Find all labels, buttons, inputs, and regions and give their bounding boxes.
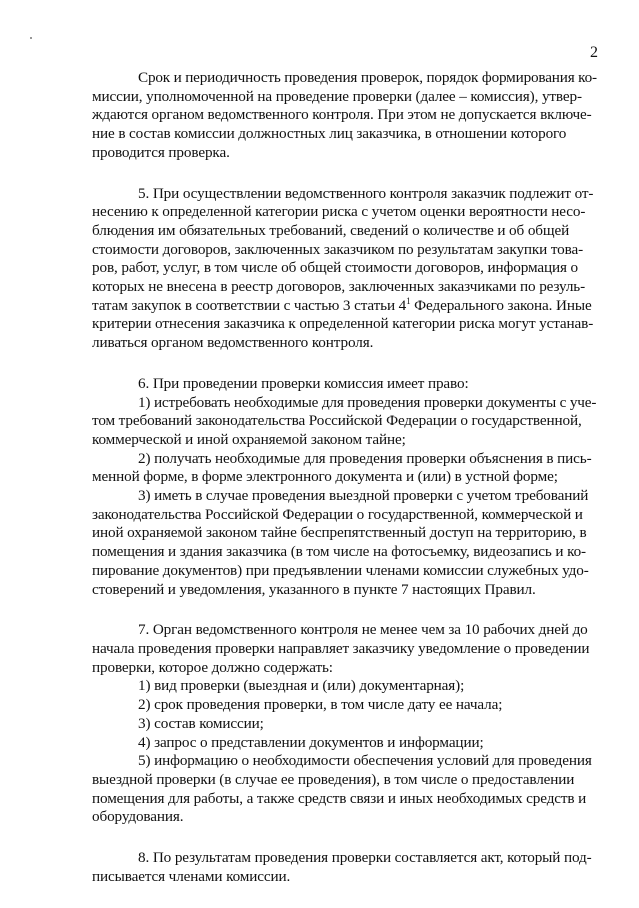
text-line: Срок и периодичность проведения проверок, порядок формирования ко- [138,69,597,86]
text-line [92,297,598,316]
text-line: том требований законодательства Российской Федерации о государственной, [92,412,582,430]
text-line: 5. При осуществлении ведомственного контроля заказчик подлежит от- [138,184,594,202]
text-line: начала проведения проверки направляет заказчику уведомление о проведении [92,639,590,657]
text-line: которых не внесена в реестр договоров, заключенных заказчиками по резуль- [92,278,586,296]
text-line: менной форме, в форме электронного документа и (или) в устной форме; [92,468,558,486]
text-line: ров, работ, услуг, в том числе об общей стоимости договоров, информация о [92,259,578,277]
document-body [92,69,598,908]
text-line: 6. При проведении проверки комиссия имеет право: [138,374,469,392]
text-line: 3) иметь в случае проведения выездной проверки с учетом требований [138,487,589,505]
text-line: 7. Орган ведомственного контроля не менее чем за 10 рабочих дней до [138,621,588,639]
text-fragment: татам закупок в соответствии с частью 3 статьи 4 [92,296,407,314]
text-line: пирование документов) при предъявлении членами комиссии служебных удо- [92,561,589,579]
text-line: ние в состав комиссии должностных лиц заказчика, в отношении которого [92,125,567,143]
text-line: миссии, уполномоченной на проведение проверки (далее – комиссия), утвер- [92,87,582,105]
text-line: помещения для работы, а также средств связи и иных необходимых средств и [92,789,587,807]
text-line: помещения и здания заказчика (в том числе на фотосъемку, видеозапись и ко- [92,543,586,561]
text-fragment: Федерального закона. Иные [410,296,592,314]
text-line: 1) вид проверки (выездная и (или) документарная); [138,677,465,695]
text-line: проводится проверка. [92,143,230,161]
text-line: законодательства Российской Федерации о государственной, коммерческой и [92,505,583,523]
text-line: 4) запрос о представлении документов и информации; [138,733,484,751]
text-line: 1) истребовать необходимые для проведения проверки документы с уче- [138,393,597,411]
text-line: оборудования. [92,808,184,826]
text-line: стоимости договоров, заключенных заказчиком по результатам закупки това- [92,240,584,258]
paragraph-schedule [92,69,598,163]
text-line: критерии отнесения заказчика к определенной категории риска могут устанав- [92,315,594,333]
text-line: 2) срок проведения проверки, в том числе дату ее начала; [138,696,503,714]
text-line: иной охраняемой законом тайне беспрепятственный доступ на территорию, в [92,524,587,542]
text-line: выездной проверки (в случае ее проведения), в том числе о предоставлении [92,770,575,788]
text-line: писывается членами комиссии. [92,867,291,885]
scan-speck [30,37,32,39]
superscript: 1 [406,295,411,306]
text-line: стоверений и уведомления, указанного в пункте 7 настоящих Правил. [92,580,536,598]
text-line: 2) получать необходимые для проведения проверки объяснения в пись- [138,449,592,467]
text-line: блюдения им обязательных требований, сведений о количестве и об общей [92,221,570,239]
text-line: несению к определенной категории риска с учетом оценки вероятности несо- [92,203,586,221]
text-line: проверки, которое должно содержать: [92,658,333,676]
page-number: 2 [590,44,598,61]
paragraph-7-notification [92,621,598,827]
text-line: коммерческой и иной охраняемой законом тайне; [92,430,406,448]
text-line: 3) состав комиссии; [138,714,264,732]
paragraph-5-risk-category [92,185,598,353]
paragraph-8-act [92,849,598,886]
paragraph-6-commission-rights [92,375,598,599]
text-line: ливаться органом ведомственного контроля. [92,334,374,352]
text-line: 5) информацию о необходимости обеспечения условий для проведения [138,752,592,770]
text-line: 8. По результатам проведения проверки составляется акт, который под- [138,849,592,867]
text-line: ждаются органом ведомственного контроля. При этом не допускается включе- [92,106,592,124]
